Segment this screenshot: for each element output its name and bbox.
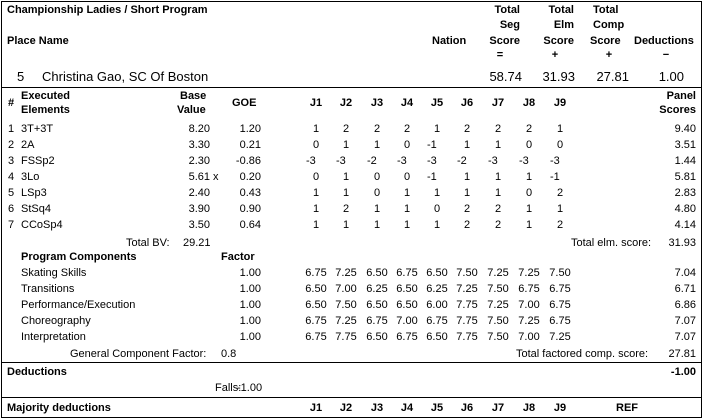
judge-header-9: J9: [553, 97, 567, 109]
majority-judge-8: J8: [522, 402, 536, 414]
component-factor: 1.00: [239, 315, 261, 327]
judge-mark: 6.00: [426, 299, 448, 311]
component-panel-score: 6.71: [674, 283, 696, 295]
judge-mark: 7.50: [487, 283, 509, 295]
element-name: 2A: [21, 139, 35, 151]
judge-mark: -3: [550, 155, 560, 167]
judge-mark: 6.75: [549, 283, 571, 295]
element-goe: 0.20: [239, 171, 261, 183]
judge-mark: 1: [313, 203, 320, 215]
judge-mark: 6.75: [518, 283, 540, 295]
judge-mark: 6.75: [305, 267, 327, 279]
gcf-value: 0.8: [221, 348, 237, 360]
judge-mark: 6.75: [426, 315, 448, 327]
element-bonus-mark: x: [213, 171, 219, 183]
component-panel-score: 6.86: [674, 299, 696, 311]
judge-mark: 1: [464, 139, 471, 151]
judge-mark: -3: [427, 155, 437, 167]
deductions-title: Deductions: [7, 366, 67, 378]
judge-mark: 6.75: [366, 315, 388, 327]
judge-mark: -3: [488, 155, 498, 167]
judge-mark: 2: [464, 219, 471, 231]
judge-mark: 7.25: [518, 315, 540, 327]
judge-mark: 2: [464, 203, 471, 215]
gcf-label: General Component Factor:: [70, 348, 207, 360]
judge-mark: 0: [557, 139, 564, 151]
divider: [1, 397, 702, 398]
judge-mark: 1: [343, 219, 350, 231]
judge-mark: -3: [519, 155, 529, 167]
judge-mark: -1: [427, 139, 437, 151]
judge-mark: 7.50: [335, 299, 357, 311]
divider: [1, 362, 702, 363]
component-panel-score: 7.04: [674, 267, 696, 279]
judge-header-8: J8: [522, 97, 536, 109]
component-name: Choreography: [21, 315, 91, 327]
element-goe: 0.43: [239, 187, 261, 199]
element-panel-score: 2.83: [674, 187, 696, 199]
judge-mark: 1: [343, 171, 350, 183]
component-factor: 1.00: [239, 331, 261, 343]
judge-mark: 6.50: [396, 299, 418, 311]
judge-header-7: J7: [491, 97, 505, 109]
element-goe: 0.64: [239, 219, 261, 231]
element-name: 3Lo: [21, 171, 40, 183]
judge-mark: -3: [306, 155, 316, 167]
judge-mark: 1: [557, 203, 564, 215]
element-base-value: 3.30: [188, 139, 210, 151]
judge-mark: -3: [336, 155, 346, 167]
skater-name: Christina Gao, SC Of Boston: [42, 69, 209, 84]
judge-mark: 0: [526, 139, 533, 151]
judge-mark: 7.25: [335, 267, 357, 279]
component-name: Transitions: [21, 283, 75, 295]
element-panel-score: 3.51: [674, 139, 696, 151]
total-comp-score: 27.81: [668, 348, 696, 360]
judge-mark: 0: [434, 203, 441, 215]
judge-mark: 7.25: [487, 299, 509, 311]
element-number: 4: [8, 171, 15, 183]
judge-mark: 1: [313, 219, 320, 231]
judge-mark: 1: [434, 123, 441, 135]
judge-mark: 7.50: [487, 331, 509, 343]
majority-judge-3: J3: [370, 402, 384, 414]
judge-mark: 1: [526, 203, 533, 215]
judge-mark: -1: [550, 171, 560, 183]
segment-title: Championship Ladies / Short Program: [7, 4, 208, 16]
deductions-total: -1.00: [670, 366, 696, 378]
judge-mark: 2: [526, 123, 533, 135]
element-goe: 0.90: [239, 203, 261, 215]
component-factor: 1.00: [239, 267, 261, 279]
judge-mark: 6.50: [366, 331, 388, 343]
judge-header-5: J5: [430, 97, 444, 109]
judge-mark: 1: [557, 123, 564, 135]
majority-judge-9: J9: [553, 402, 567, 414]
judge-mark: 2: [495, 219, 502, 231]
element-number: 2: [8, 139, 15, 151]
judge-mark: 6.50: [396, 283, 418, 295]
element-base-value: 2.40: [188, 187, 210, 199]
majority-judge-2: J2: [339, 402, 353, 414]
majority-judge-4: J4: [400, 402, 414, 414]
judge-mark: 1: [495, 187, 502, 199]
element-name: StSq4: [21, 203, 51, 215]
judge-mark: 7.50: [487, 315, 509, 327]
judge-mark: 7.00: [396, 315, 418, 327]
judge-mark: 6.75: [549, 299, 571, 311]
element-number: 6: [8, 203, 15, 215]
judge-mark: 0: [404, 171, 411, 183]
judge-mark: 0: [404, 139, 411, 151]
judge-mark: 1: [404, 187, 411, 199]
judge-mark: 7.25: [549, 331, 571, 343]
judge-mark: 2: [557, 219, 564, 231]
judge-mark: 6.75: [305, 315, 327, 327]
element-panel-score: 4.14: [674, 219, 696, 231]
judge-header-3: J3: [370, 97, 384, 109]
judge-mark: 2: [464, 123, 471, 135]
judge-mark: 0: [374, 187, 381, 199]
judge-mark: 6.75: [305, 331, 327, 343]
element-panel-score: 1.44: [674, 155, 696, 167]
judge-mark: 6.50: [426, 331, 448, 343]
judge-mark: 1: [313, 123, 320, 135]
total-elm-score: 31.93: [668, 237, 696, 249]
program-components-title: Program Components: [21, 251, 137, 263]
element-number: 1: [8, 123, 15, 135]
majority-judge-6: J6: [460, 402, 474, 414]
element-base-value: 5.61: [188, 171, 210, 183]
judge-mark: -1: [427, 171, 437, 183]
judge-mark: 6.75: [396, 331, 418, 343]
place: 5: [17, 69, 25, 84]
component-name: Interpretation: [21, 331, 86, 343]
judge-mark: 1: [526, 219, 533, 231]
judge-mark: 6.50: [366, 299, 388, 311]
judge-mark: 7.75: [335, 331, 357, 343]
judge-mark: 1: [374, 203, 381, 215]
judge-mark: 7.50: [549, 267, 571, 279]
judge-mark: 0: [313, 139, 320, 151]
judge-mark: 7.50: [456, 267, 478, 279]
total-component-score: 27.81: [596, 69, 629, 84]
judge-mark: 6.75: [396, 267, 418, 279]
element-base-value: 3.90: [188, 203, 210, 215]
judge-header-2: J2: [339, 97, 353, 109]
judge-mark: -2: [457, 155, 467, 167]
element-panel-score: 5.81: [674, 171, 696, 183]
judge-mark: 7.25: [335, 315, 357, 327]
judge-mark: 1: [404, 203, 411, 215]
judge-mark: 1: [374, 139, 381, 151]
judge-mark: 7.00: [335, 283, 357, 295]
judge-mark: 0: [526, 187, 533, 199]
judge-mark: 2: [374, 123, 381, 135]
total-comp-label: Total factored comp. score:: [516, 348, 649, 360]
majority-deductions-title: Majority deductions: [7, 402, 111, 414]
judge-mark: 1: [434, 219, 441, 231]
judge-mark: 1: [495, 171, 502, 183]
element-number: 5: [8, 187, 15, 199]
judge-mark: 6.50: [305, 299, 327, 311]
judge-mark: 6.50: [366, 267, 388, 279]
judge-mark: 1: [526, 171, 533, 183]
element-name: 3T+3T: [21, 123, 54, 135]
element-name: CCoSp4: [21, 219, 63, 231]
factor-header: Factor: [221, 251, 255, 263]
total-elm-label: Total elm. score:: [571, 237, 652, 249]
majority-judge-5: J5: [430, 402, 444, 414]
judge-mark: 7.00: [518, 331, 540, 343]
judge-mark: 2: [495, 123, 502, 135]
judge-mark: 1: [464, 187, 471, 199]
judge-mark: 2: [343, 203, 350, 215]
judge-mark: 1: [374, 219, 381, 231]
element-panel-score: 9.40: [674, 123, 696, 135]
total-element-score: 31.93: [542, 69, 575, 84]
judge-mark: 2: [495, 203, 502, 215]
judge-header-4: J4: [400, 97, 414, 109]
judge-mark: 2: [343, 123, 350, 135]
judge-mark: 6.25: [366, 283, 388, 295]
component-factor: 1.00: [239, 299, 261, 311]
judge-mark: 6.25: [426, 283, 448, 295]
judge-mark: 7.75: [456, 299, 478, 311]
place-name-header: Place Name: [7, 35, 69, 47]
divider: [1, 87, 702, 88]
judge-mark: 6.50: [426, 267, 448, 279]
element-base-value: 2.30: [188, 155, 210, 167]
element-goe: 0.21: [239, 139, 261, 151]
element-number: 7: [8, 219, 15, 231]
judge-mark: 7.00: [518, 299, 540, 311]
judge-mark: 1: [495, 139, 502, 151]
total-segment-score: 58.74: [489, 69, 522, 84]
nation-header: Nation: [432, 35, 467, 47]
judge-header-6: J6: [460, 97, 474, 109]
judge-mark: -3: [397, 155, 407, 167]
judge-mark: 2: [404, 123, 411, 135]
ref-header: REF: [616, 402, 638, 414]
judge-mark: 2: [557, 187, 564, 199]
element-goe: 1.20: [239, 123, 261, 135]
judge-mark: 1: [313, 187, 320, 199]
judge-mark: 0: [313, 171, 320, 183]
total-bv-label: Total BV:: [126, 237, 170, 249]
element-number: 3: [8, 155, 15, 167]
element-goe: -0.86: [235, 155, 261, 167]
judge-mark: 7.25: [487, 267, 509, 279]
total-bv: 29.21: [183, 237, 211, 249]
element-name: FSSp2: [21, 155, 55, 167]
judge-mark: 7.75: [456, 315, 478, 327]
element-base-value: 3.50: [188, 219, 210, 231]
component-factor: 1.00: [239, 283, 261, 295]
judge-mark: 1: [343, 139, 350, 151]
majority-judge-1: J1: [309, 402, 323, 414]
element-base-value: 8.20: [188, 123, 210, 135]
judge-mark: 1: [343, 187, 350, 199]
deductions-value: 1.00: [658, 69, 684, 84]
judge-mark: 6.50: [305, 283, 327, 295]
component-name: Performance/Execution: [21, 299, 136, 311]
component-panel-score: 7.07: [674, 315, 696, 327]
judge-mark: 0: [374, 171, 381, 183]
component-panel-score: 7.07: [674, 331, 696, 343]
judge-header-1: J1: [309, 97, 323, 109]
judge-mark: 6.75: [549, 315, 571, 327]
element-name: LSp3: [21, 187, 47, 199]
judge-mark: 7.25: [518, 267, 540, 279]
component-name: Skating Skills: [21, 267, 87, 279]
judge-mark: 1: [464, 171, 471, 183]
element-panel-score: 4.80: [674, 203, 696, 215]
falls-value: -1.00: [237, 382, 263, 394]
judge-mark: 7.25: [456, 283, 478, 295]
falls-label: Falls:: [215, 382, 242, 394]
judge-mark: 1: [434, 187, 441, 199]
majority-judge-7: J7: [491, 402, 505, 414]
judge-mark: 1: [404, 219, 411, 231]
judge-mark: 7.75: [456, 331, 478, 343]
judge-mark: -2: [367, 155, 377, 167]
